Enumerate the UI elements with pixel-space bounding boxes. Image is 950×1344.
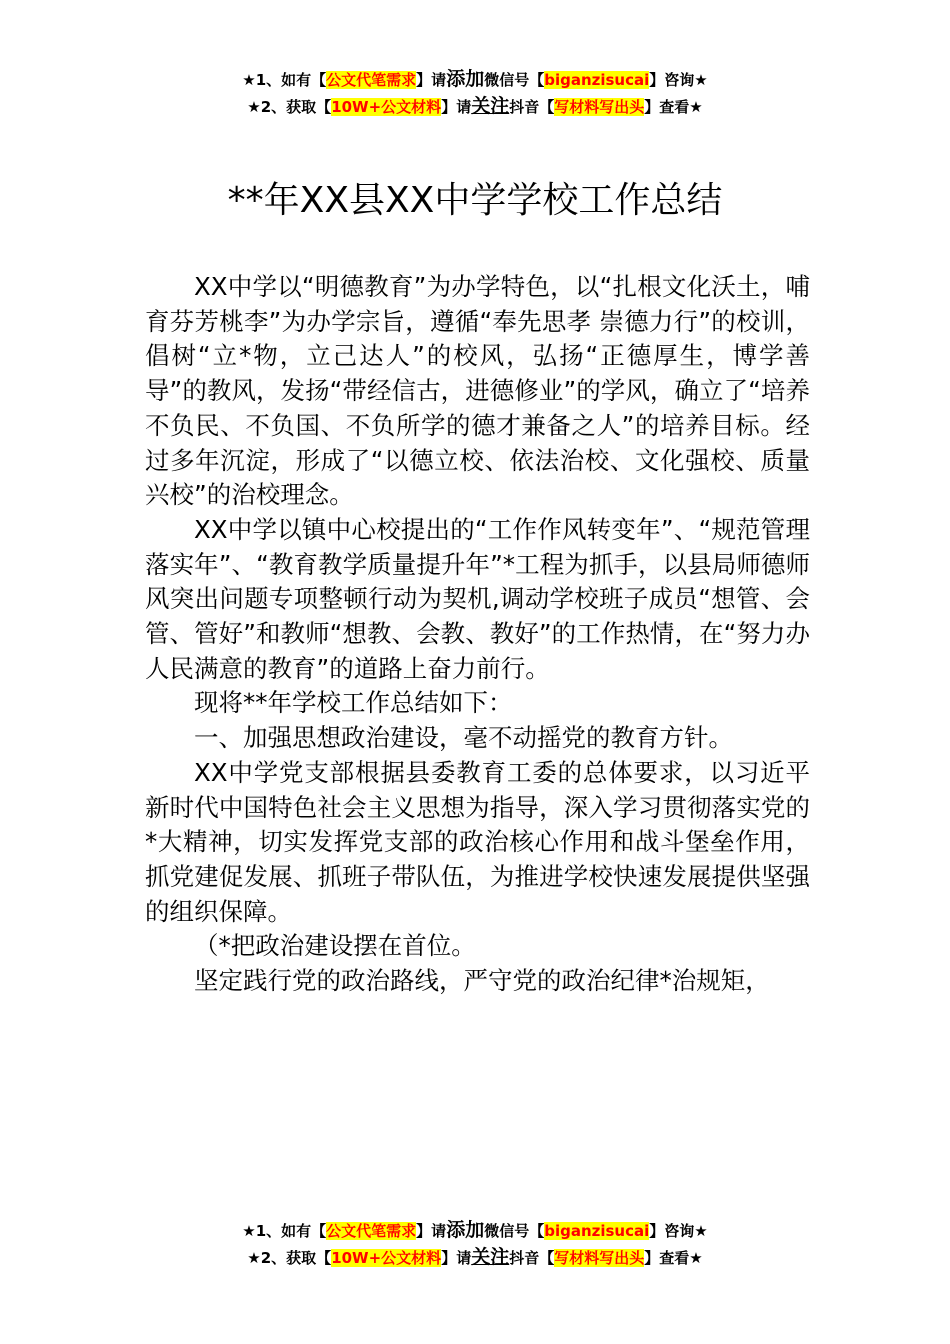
banner-text: 】请 (441, 1249, 472, 1267)
document-title: **年XX县XX中学学校工作总结 (227, 180, 723, 221)
banner-emphasis: 关注 (471, 95, 510, 117)
highlight-wechat-id: biganzisucai (544, 1222, 650, 1240)
banner-text: 】请 (416, 1222, 447, 1240)
highlight-materials: 10W+公文材料 (331, 1249, 442, 1267)
banner-line-1 (0, 1217, 950, 1244)
banner-line-1 (0, 66, 950, 93)
highlight-douyin: 写材料写出头 (554, 1249, 645, 1267)
banner-text: 】咨询★ (649, 71, 708, 89)
banner-line-2 (0, 1244, 950, 1271)
paragraph: XX中学以“明德教育”为办学特色，以“扎根文化沃土，哺育芬芳桃李”为办学宗旨，遵循“奉先思孝 崇德力行”的校训，倡树“立*物，立己达人”的校风，弘扬“正德厚生，博学善导”的教风，发扬“带经信古，进德修业”的学风，确立了“培养不负民、不负国、不负所学的德才兼备之人”的培养目标。经过多年沉淀，形成了“以德立校、依法治校、文化强校、质量兴校”的治校理念。 (145, 272, 810, 510)
paragraph: 现将**年学校工作总结如下： (194, 688, 513, 718)
banner-text: 抖音【 (509, 1249, 555, 1267)
banner-line-2 (0, 93, 950, 120)
paragraph: XX中学党支部根据县委教育工委的总体要求，以习近平新时代中国特色社会主义思想为指导，深入学习贯彻落实党的*大精神，切实发挥党支部的政治核心作用和战斗堡垒作用，抓党建促发展、抓班子带队伍，为推进学校快速发展提供坚强的组织保障。 (145, 757, 810, 926)
paragraph: 坚定践行党的政治路线，严守党的政治纪律*治规矩， (194, 966, 770, 996)
section-heading: 一、加强思想政治建设，毫不动摇党的教育方针。 (194, 723, 733, 753)
banner-text: 】查看★ (644, 98, 703, 116)
banner-text: ★1、如有【 (242, 1222, 327, 1240)
highlight-service: 公文代笔需求 (326, 71, 417, 89)
highlight-wechat-id: biganzisucai (544, 71, 650, 89)
document-body (145, 270, 810, 999)
banner-emphasis: 关注 (471, 1246, 510, 1268)
banner-text: ★2、获取【 (247, 1249, 332, 1267)
highlight-douyin: 写材料写出头 (554, 98, 645, 116)
highlight-materials: 10W+公文材料 (331, 98, 442, 116)
banner-text: ★2、获取【 (247, 98, 332, 116)
subsection-heading: （*把政治建设摆在首位。 (194, 931, 476, 961)
banner-text: 】请 (441, 98, 472, 116)
banner-text: 】请 (416, 71, 447, 89)
banner-emphasis: 添加 (446, 68, 485, 90)
banner-text: 】咨询★ (649, 1222, 708, 1240)
banner-text: 】查看★ (644, 1249, 703, 1267)
banner-text: ★1、如有【 (242, 71, 327, 89)
banner-text: 微信号【 (484, 71, 545, 89)
bottom-banner (0, 1217, 950, 1271)
banner-emphasis: 添加 (446, 1219, 485, 1241)
highlight-service: 公文代笔需求 (326, 1222, 417, 1240)
paragraph: XX中学以镇中心校提出的“工作作风转变年”、“规范管理落实年”、“教育教学质量提升年”*工程为抓手，以县局师德师风突出问题专项整顿行动为契机,调动学校班子成员“想管、会管、管好”和教师“想教、会教、教好”的工作热情，在“努力办人民满意的教育”的道路上奋力前行。 (145, 514, 810, 683)
banner-text: 微信号【 (484, 1222, 545, 1240)
banner-text: 抖音【 (509, 98, 555, 116)
top-banner (0, 66, 950, 120)
